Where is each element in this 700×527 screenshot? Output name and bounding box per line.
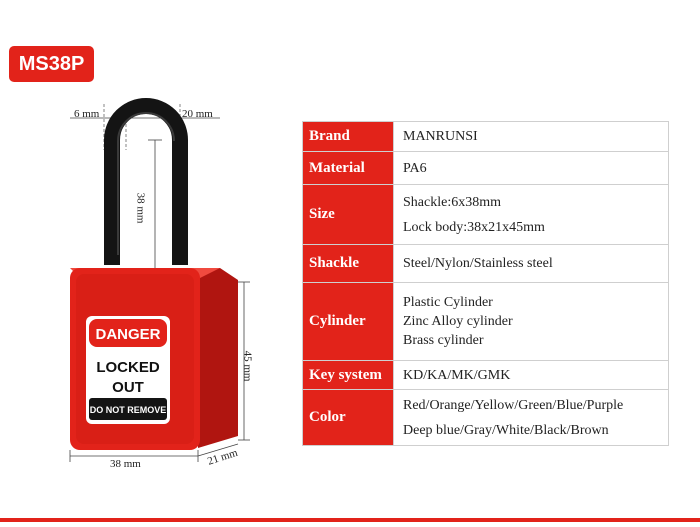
table-row (303, 245, 669, 283)
dim-label-body-depth: 21 mm (206, 446, 240, 468)
locked-label: LOCKED (96, 359, 160, 376)
spec-label-key-system: Key system (303, 361, 394, 390)
model-badge: MS38P (9, 46, 94, 82)
spec-value-line: Red/Orange/Yellow/Green/Blue/Purple (403, 397, 624, 413)
spec-value-brand (394, 122, 669, 152)
spec-label-color: Color (303, 390, 394, 446)
spec-label-cylinder: Cylinder (303, 283, 394, 361)
spec-table (302, 121, 669, 446)
spec-value-line: Lock body:38x21x45mm (403, 219, 545, 235)
dim-label-body-width: 38 mm (110, 458, 141, 470)
bottom-accent-bar (0, 518, 700, 522)
spec-value-material (394, 152, 669, 185)
spec-label-material: Material (303, 152, 394, 185)
spec-value-line: KD/KA/MK/GMK (403, 367, 511, 383)
warning-label: DO NOT REMOVE (89, 405, 167, 415)
spec-value-line: Zinc Alloy cylinder (403, 314, 513, 329)
spec-value-cylinder (394, 283, 669, 361)
lock-body-side (198, 268, 238, 448)
dim-label-shackle-width: 20 mm (182, 108, 213, 120)
spec-value-key-system (394, 361, 669, 390)
spec-value-line: Deep blue/Gray/White/Black/Brown (403, 422, 609, 438)
spec-value-shackle (394, 245, 669, 283)
table-row (303, 283, 669, 361)
spec-value-color (394, 390, 669, 446)
table-row (303, 152, 669, 185)
padlock-figure (0, 0, 300, 522)
spec-value-line: PA6 (403, 160, 427, 176)
dim-label-shackle-height: 38 mm (134, 192, 147, 224)
table-row (303, 390, 669, 446)
dim-label-shackle-diameter: 6 mm (74, 108, 100, 120)
danger-label: DANGER (95, 326, 161, 343)
spec-value-line: MANRUNSI (403, 129, 478, 144)
table-row (303, 122, 669, 152)
dim-label-body-height: 45 mm (241, 350, 254, 382)
shackle (112, 106, 180, 265)
padlock-illustration (0, 0, 300, 522)
table-row (303, 185, 669, 245)
spec-value-line: Steel/Nylon/Stainless steel (403, 256, 553, 271)
spec-label-size: Size (303, 185, 394, 245)
spec-label-shackle: Shackle (303, 245, 394, 283)
table-row (303, 361, 669, 390)
spec-value-line: Shackle:6x38mm (403, 194, 501, 210)
spec-value-line: Brass cylinder (403, 333, 484, 348)
out-label: OUT (112, 379, 144, 396)
spec-value-size (394, 185, 669, 245)
spec-value-line: Plastic Cylinder (403, 295, 493, 310)
spec-label-brand: Brand (303, 122, 394, 152)
